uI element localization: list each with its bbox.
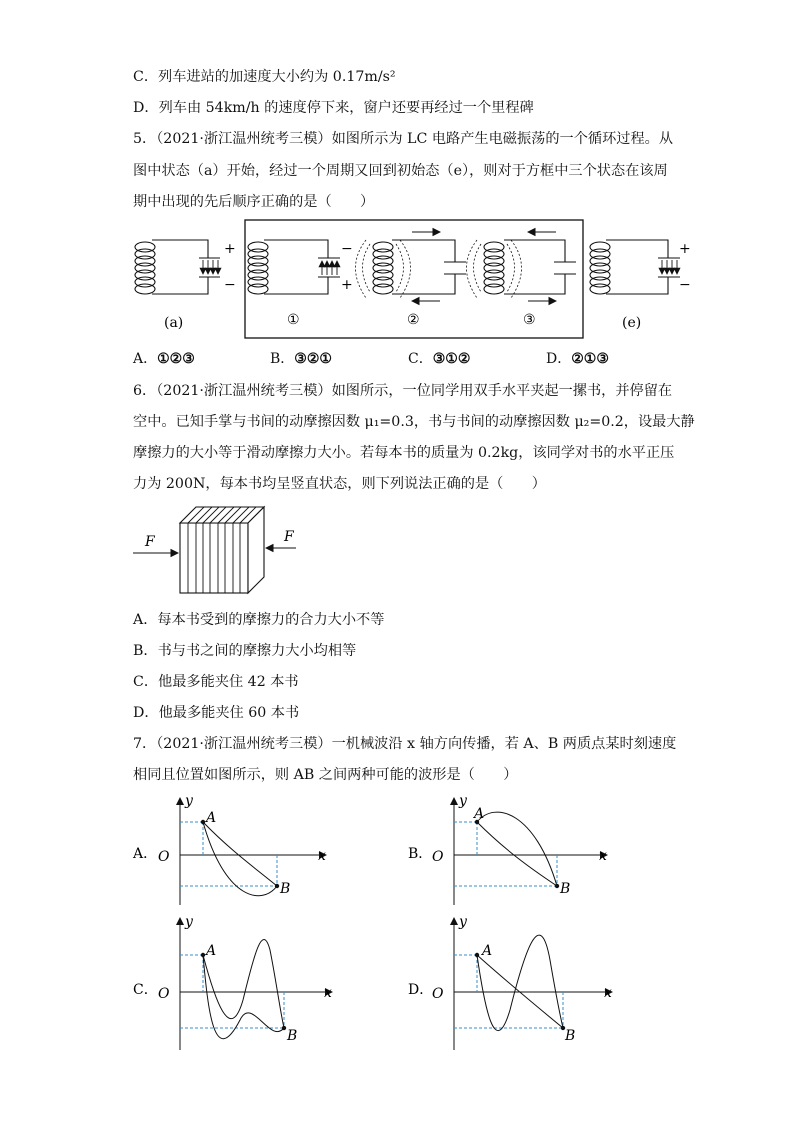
label-1: ① xyxy=(287,312,300,328)
q6-stem-line2: 空中。已知手掌与书间的动摩擦因数 μ₁=0.3，书与书间的动摩擦因数 μ₂=0.2，设最大静 xyxy=(133,414,695,430)
q6-stem-line1: 6．（2021·浙江温州统考三模）如图所示，一位同学用双手水平夹起一摞书，并停留在 xyxy=(133,383,673,399)
label-e: (e) xyxy=(622,315,642,331)
label-a: (a) xyxy=(164,315,184,331)
svg-text:B: B xyxy=(280,881,291,897)
svg-text:C．: C． xyxy=(133,982,158,998)
q5-stem-line1: 5．（2021·浙江温州统考三模）如图所示为 LC 电路产生电磁振荡的一个循环过程。从 xyxy=(133,131,674,147)
svg-text:B: B xyxy=(287,1028,298,1044)
svg-text:y: y xyxy=(459,793,467,809)
q5-option-b[interactable]: B．③②① xyxy=(270,351,332,367)
svg-text:A: A xyxy=(474,806,485,822)
svg-text:y: y xyxy=(185,914,193,930)
e-minus: − xyxy=(679,277,691,293)
q4-option-d: D．列车由 54km/h 的速度停下来，窗户还要再经过一个里程碑 xyxy=(133,100,534,116)
svg-text:O: O xyxy=(432,849,444,865)
q6-option-a[interactable]: A．每本书受到的摩擦力的合力大小不等 xyxy=(133,612,385,628)
graph-d xyxy=(408,914,612,1050)
svg-text:A．: A． xyxy=(133,846,158,862)
s1-minus: − xyxy=(341,241,353,257)
graph-c xyxy=(133,914,332,1050)
svg-text:B: B xyxy=(565,1028,576,1044)
svg-text:y: y xyxy=(185,793,193,809)
svg-text:O: O xyxy=(158,986,170,1002)
svg-text:B: B xyxy=(560,881,571,897)
q7-stem-line1: 7．（2021·浙江温州统考三模）一机械波沿 x 轴方向传播，若 A、B 两质点某时刻速度 xyxy=(133,736,677,752)
graph-a xyxy=(132,793,326,905)
svg-text:A: A xyxy=(206,943,217,959)
q7-stem-line2: 相同且位置如图所示，则 AB 之间两种可能的波形是（ ） xyxy=(133,767,518,783)
svg-text:x: x xyxy=(599,848,607,864)
svg-text:A: A xyxy=(482,943,493,959)
q5-stem-line2: 图中状态（a）开始，经过一个周期又回到初始态（e），则对于方框中三个状态在该周 xyxy=(133,163,668,179)
force-left-label: F xyxy=(145,534,155,550)
graph-b xyxy=(408,793,607,905)
svg-text:y: y xyxy=(459,914,467,930)
a-plus: + xyxy=(224,241,236,257)
e-plus: + xyxy=(679,241,691,257)
svg-text:A: A xyxy=(206,810,217,826)
svg-text:x: x xyxy=(318,848,326,864)
force-right-label: F xyxy=(284,529,294,545)
label-3: ③ xyxy=(523,312,536,328)
q6-option-b[interactable]: B．书与书之间的摩擦力大小均相等 xyxy=(133,643,357,659)
q6-stem-line3: 摩擦力的大小等于滑动摩擦力大小。若每本书的质量为 0.2kg，该同学对书的水平正压 xyxy=(133,445,675,461)
q6-option-d[interactable]: D．他最多能夹住 60 本书 xyxy=(133,705,300,721)
svg-text:D．: D． xyxy=(408,982,434,998)
s1-plus: + xyxy=(341,277,353,293)
q4-option-c: C．列车进站的加速度大小约为 0.17m/s² xyxy=(133,69,396,85)
svg-text:x: x xyxy=(604,985,612,1001)
q6-stem-line4: 力为 200N，每本书均呈竖直状态，则下列说法正确的是（ ） xyxy=(133,476,546,492)
q5-option-d[interactable]: D．②①③ xyxy=(546,351,609,367)
svg-text:O: O xyxy=(158,849,170,865)
svg-text:O: O xyxy=(432,986,444,1002)
q5-option-c[interactable]: C．③①② xyxy=(408,351,471,367)
q6-option-c[interactable]: C．他最多能夹住 42 本书 xyxy=(133,674,299,690)
label-2: ② xyxy=(407,312,420,328)
a-minus: − xyxy=(224,277,236,293)
svg-text:x: x xyxy=(324,985,332,1001)
q5-stem-line3: 期中出现的先后顺序正确的是（ ） xyxy=(133,194,375,210)
svg-text:B．: B． xyxy=(408,846,433,862)
q5-option-a[interactable]: A．①②③ xyxy=(133,351,195,367)
